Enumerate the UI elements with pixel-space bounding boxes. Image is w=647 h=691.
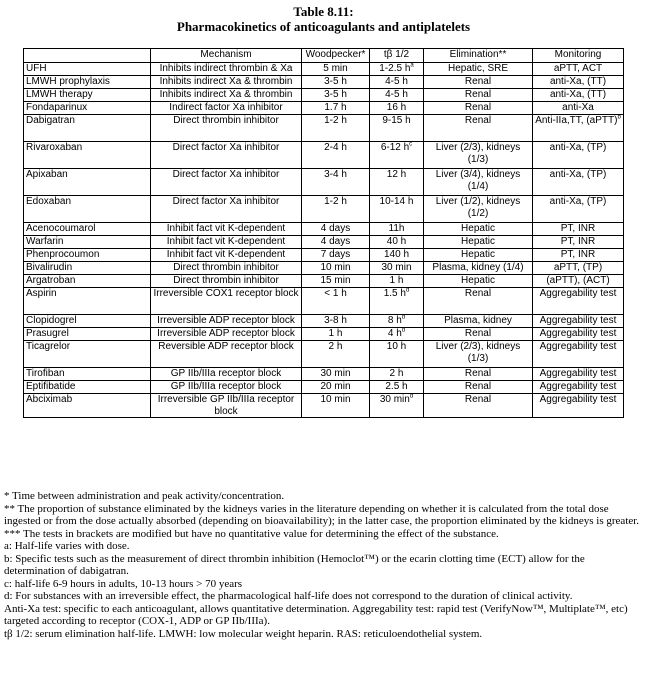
elimination-cell-text: Renal — [464, 115, 492, 126]
mechanism-cell — [151, 328, 302, 341]
monitoring-cell-text: Aggregability test — [539, 288, 617, 299]
table-row — [24, 341, 624, 368]
elimination-cell-text: Liver (2/3), kidneys (1/3) — [435, 142, 521, 165]
mechanism-cell-text: Irreversible COX1 receptor block — [153, 288, 299, 299]
footnotes — [4, 490, 644, 640]
drug-name-cell — [24, 288, 151, 315]
mechanism-cell-text: Irreversible GP IIb/IIIa receptor block — [157, 394, 295, 417]
elimination-cell-text: Renal — [464, 89, 492, 100]
table-row — [24, 275, 624, 288]
mechanism-cell — [151, 236, 302, 249]
drug-name-cell-text: Fondaparinux — [26, 102, 88, 113]
half-life-cell — [370, 341, 424, 368]
peak-time-cell-text: 1 h — [328, 328, 343, 339]
half-life-cell — [370, 381, 424, 394]
table-row — [24, 89, 624, 102]
peak-time-cell — [302, 275, 370, 288]
mechanism-cell — [151, 262, 302, 275]
drug-name-cell-text: Edoxaban — [26, 196, 72, 207]
footnote-line: tβ 1/2: serum elimination half-life. LMWH: low molecular weight heparin. RAS: reticuloendothelial system. — [4, 627, 483, 640]
table-row — [24, 288, 624, 315]
mechanism-cell-text: Inhibit fact vit K-dependent — [166, 249, 286, 260]
half-life-cell-text: 2.5 h — [385, 381, 408, 392]
monitoring-cell-text: aPTT, ACT — [553, 63, 603, 74]
mechanism-cell-text: Irreversible ADP receptor block — [157, 328, 295, 339]
monitoring-cell-text: PT, INR — [560, 223, 596, 234]
drug-name-cell-text: Prasugrel — [26, 328, 69, 339]
drug-name-cell — [24, 262, 151, 275]
elimination-cell — [424, 288, 533, 315]
footnote-line: d: For substances with an irreversible effect, the pharmacological half-life does not correspond to the duration of clinical activity. — [4, 590, 573, 602]
peak-time-cell-text: 30 min — [320, 368, 351, 379]
monitoring-cell — [533, 275, 624, 288]
peak-time-cell-text: 3-5 h — [324, 89, 347, 100]
half-life-cell-text: 40 h — [386, 236, 407, 247]
elimination-cell-text: Renal — [464, 328, 492, 339]
drug-name-cell — [24, 328, 151, 341]
elimination-cell-text: Renal — [464, 76, 492, 87]
elimination-cell-text: Hepatic — [461, 249, 495, 260]
peak-time-cell — [302, 115, 370, 142]
peak-time-cell — [302, 249, 370, 262]
drug-name-cell-text: LMWH prophylaxis — [26, 76, 110, 87]
monitoring-cell — [533, 341, 624, 368]
peak-time-cell-text: 4 days — [320, 236, 351, 247]
monitoring-cell — [533, 142, 624, 169]
mechanism-cell — [151, 76, 302, 89]
monitoring-cell — [533, 394, 624, 418]
peak-time-cell-text: 10 min — [320, 262, 351, 273]
half-life-cell — [370, 169, 424, 196]
drug-name-cell — [24, 169, 151, 196]
peak-time-cell — [302, 76, 370, 89]
peak-time-cell-text: 20 min — [320, 381, 351, 392]
monitoring-cell — [533, 89, 624, 102]
half-life-cell-text: 2 h — [389, 368, 404, 379]
drug-name-cell-text: Tirofiban — [26, 368, 65, 379]
elimination-cell — [424, 76, 533, 89]
footnote-marker: d — [409, 393, 414, 400]
drug-name-cell — [24, 381, 151, 394]
half-life-cell-text: 4-5 h — [385, 76, 408, 87]
elimination-cell — [424, 341, 533, 368]
monitoring-cell-text: anti-Xa, (TT) — [549, 76, 607, 87]
monitoring-cell-text: Aggregability test — [539, 341, 617, 352]
peak-time-cell — [302, 196, 370, 223]
table-row — [24, 249, 624, 262]
monitoring-cell-text: anti-Xa, (TT) — [549, 89, 607, 100]
peak-time-cell-text: 1-2 h — [324, 115, 347, 126]
monitoring-cell — [533, 315, 624, 328]
half-life-cell — [370, 328, 424, 341]
elimination-cell — [424, 275, 533, 288]
peak-time-cell — [302, 223, 370, 236]
elimination-cell — [424, 63, 533, 76]
monitoring-cell — [533, 328, 624, 341]
table-row — [24, 63, 624, 76]
half-life-cell-text: 12 h — [386, 169, 407, 180]
elimination-cell-text: Plasma, kidney — [444, 315, 512, 326]
peak-time-cell — [302, 102, 370, 115]
table-row — [24, 142, 624, 169]
table-subtitle: Pharmacokinetics of anticoagulants and antiplatelets — [176, 19, 471, 34]
peak-time-cell-text: 15 min — [320, 275, 351, 286]
monitoring-cell-text: anti-Xa, (TP) — [549, 142, 607, 153]
mechanism-cell — [151, 63, 302, 76]
elimination-cell — [424, 115, 533, 142]
drug-name-cell — [24, 89, 151, 102]
header-half-life: tβ 1/2 — [370, 49, 424, 63]
mechanism-cell-text: Direct thrombin inhibitor — [173, 275, 279, 286]
header-woodpecker: Woodpecker* — [302, 49, 370, 63]
mechanism-cell — [151, 288, 302, 315]
mechanism-cell — [151, 275, 302, 288]
monitoring-cell-text: Aggregability test — [539, 328, 617, 339]
peak-time-cell-text: 5 min — [323, 63, 348, 74]
drug-name-cell — [24, 368, 151, 381]
footnote-line: * Time between administration and peak activity/concentration. — [4, 490, 285, 502]
monitoring-cell — [533, 115, 624, 142]
elimination-cell-text: Renal — [464, 368, 492, 379]
half-life-cell — [370, 102, 424, 115]
half-life-cell — [370, 262, 424, 275]
mechanism-cell-text: Inhibits indirect thrombin & Xa — [159, 63, 293, 74]
drug-name-cell — [24, 236, 151, 249]
monitoring-cell-text: (aPTT), (ACT) — [546, 275, 610, 286]
pharmacokinetics-table — [23, 48, 624, 418]
peak-time-cell — [302, 142, 370, 169]
mechanism-cell — [151, 223, 302, 236]
elimination-cell — [424, 89, 533, 102]
peak-time-cell — [302, 236, 370, 249]
peak-time-cell-text: 1-2 h — [324, 196, 347, 207]
peak-time-cell-text: 7 days — [320, 249, 351, 260]
drug-name-cell-text: Bivalirudin — [26, 262, 73, 273]
monitoring-cell — [533, 368, 624, 381]
footnote-marker: b — [617, 114, 621, 121]
half-life-cell-text: 30 min — [379, 394, 410, 405]
elimination-cell-text: Renal — [464, 102, 492, 113]
mechanism-cell — [151, 169, 302, 196]
mechanism-cell — [151, 315, 302, 328]
half-life-cell-text: 10 h — [386, 341, 407, 352]
peak-time-cell-text: 10 min — [320, 394, 351, 405]
drug-name-cell-text: Ticagrelor — [26, 341, 71, 352]
elimination-cell-text: Liver (3/4), kidneys (1/4) — [435, 169, 521, 192]
elimination-cell-text: Plasma, kidney (1/4) — [432, 262, 524, 273]
half-life-cell — [370, 76, 424, 89]
elimination-cell — [424, 142, 533, 169]
footnote-line: b: Specific tests such as the measurement of direct thrombin inhibition (Hemoclot™) or the ecarin clotting time (ECT) allow for the determination of dabigatran. — [4, 552, 585, 577]
footnote-marker: d — [401, 327, 406, 334]
half-life-cell — [370, 115, 424, 142]
elimination-cell-text: Hepatic — [461, 236, 495, 247]
drug-name-cell — [24, 315, 151, 328]
header-monitoring: Monitoring — [533, 49, 624, 63]
table-body — [24, 63, 624, 418]
footnote-line: c: half-life 6-9 hours in adults, 10-13 hours > 70 years — [4, 577, 243, 590]
monitoring-cell — [533, 262, 624, 275]
monitoring-cell — [533, 381, 624, 394]
half-life-cell — [370, 315, 424, 328]
half-life-cell-text: 10-14 h — [379, 196, 414, 207]
elimination-cell — [424, 249, 533, 262]
half-life-cell-text: 4-5 h — [385, 89, 408, 100]
mechanism-cell-text: Direct factor Xa inhibitor — [172, 142, 280, 153]
drug-name-cell-text: Abciximab — [26, 394, 73, 405]
mechanism-cell-text: GP IIb/IIIa receptor block — [170, 381, 282, 392]
mechanism-cell-text: GP IIb/IIIa receptor block — [170, 368, 282, 379]
table-row — [24, 223, 624, 236]
mechanism-cell-text: Direct thrombin inhibitor — [173, 262, 279, 273]
drug-name-cell — [24, 63, 151, 76]
drug-name-cell-text: Clopidogrel — [26, 315, 77, 326]
drug-name-cell — [24, 142, 151, 169]
monitoring-cell-text: PT, INR — [560, 236, 596, 247]
elimination-cell-text: Hepatic — [461, 275, 495, 286]
half-life-cell — [370, 249, 424, 262]
monitoring-cell — [533, 76, 624, 89]
monitoring-cell-text: anti-Xa, (TP) — [549, 196, 607, 207]
mechanism-cell — [151, 102, 302, 115]
footnote-line: *** The tests in brackets are modified but have no quantitative value for determining the effect of the substance. — [4, 527, 499, 540]
elimination-cell-text: Liver (1/2), kidneys (1/2) — [435, 196, 521, 219]
monitoring-cell-text: aPTT, (TP) — [553, 262, 603, 273]
drug-name-cell — [24, 223, 151, 236]
half-life-cell — [370, 275, 424, 288]
monitoring-cell-text: Anti-IIa,TT, (aPTT) — [535, 115, 618, 126]
footnote-marker: d — [405, 287, 410, 294]
drug-name-cell-text: UFH — [26, 63, 47, 74]
mechanism-cell-text: Inhibits indirect Xa & thrombin — [159, 76, 293, 87]
peak-time-cell-text: 2-4 h — [324, 142, 347, 153]
header-elimination: Elimination** — [424, 49, 533, 63]
drug-name-cell-text: Apixaban — [26, 169, 68, 180]
elimination-cell — [424, 262, 533, 275]
peak-time-cell — [302, 315, 370, 328]
half-life-cell — [370, 63, 424, 76]
footnote-line: ** The proportion of substance eliminated by the kidneys varies in the literature depending on whether it is calculated from the total dose ingested or from the dose actually absorbed (depending on bioavailability); in the latter case, the proportion eliminated by the kidneys is greater. — [4, 502, 640, 527]
elimination-cell — [424, 368, 533, 381]
drug-name-cell — [24, 249, 151, 262]
monitoring-cell — [533, 196, 624, 223]
peak-time-cell-text: < 1 h — [324, 288, 347, 299]
mechanism-cell-text: Irreversible ADP receptor block — [157, 315, 295, 326]
mechanism-cell — [151, 196, 302, 223]
half-life-cell — [370, 196, 424, 223]
mechanism-cell — [151, 115, 302, 142]
footnote-marker: c — [409, 141, 413, 148]
drug-name-cell — [24, 115, 151, 142]
drug-name-cell — [24, 102, 151, 115]
monitoring-cell — [533, 223, 624, 236]
table-row — [24, 102, 624, 115]
drug-name-cell — [24, 196, 151, 223]
half-life-cell — [370, 236, 424, 249]
monitoring-cell — [533, 169, 624, 196]
half-life-cell-text: 30 min — [381, 262, 412, 273]
footnote-marker: a — [410, 62, 414, 69]
monitoring-cell — [533, 288, 624, 315]
half-life-cell-text: 1.5 h — [383, 288, 406, 299]
table-row — [24, 115, 624, 142]
half-life-cell — [370, 288, 424, 315]
mechanism-cell-text: Direct factor Xa inhibitor — [172, 196, 280, 207]
drug-name-cell-text: Warfarin — [26, 236, 64, 247]
monitoring-cell-text: Aggregability test — [539, 368, 617, 379]
elimination-cell — [424, 315, 533, 328]
elimination-cell — [424, 196, 533, 223]
monitoring-cell-text: Aggregability test — [539, 315, 617, 326]
mechanism-cell — [151, 341, 302, 368]
peak-time-cell — [302, 328, 370, 341]
monitoring-cell — [533, 249, 624, 262]
header-mechanism: Mechanism — [151, 49, 302, 63]
table-row — [24, 381, 624, 394]
peak-time-cell-text: 4 days — [320, 223, 351, 234]
half-life-cell-text: 11h — [388, 223, 405, 234]
elimination-cell — [424, 328, 533, 341]
half-life-cell-text: 140 h — [383, 249, 410, 260]
elimination-cell — [424, 394, 533, 418]
elimination-cell — [424, 381, 533, 394]
peak-time-cell — [302, 169, 370, 196]
table-row — [24, 196, 624, 223]
peak-time-cell — [302, 89, 370, 102]
mechanism-cell-text: Inhibits indirect Xa & thrombin — [159, 89, 293, 100]
elimination-cell-text: Renal — [464, 381, 492, 392]
elimination-cell-text: Hepatic — [461, 223, 495, 234]
table-header-row — [24, 49, 624, 63]
half-life-cell-text: 1-2.5 h — [379, 63, 411, 74]
monitoring-cell-text: anti-Xa, (TP) — [549, 169, 607, 180]
elimination-cell-text: Liver (2/3), kidneys (1/3) — [435, 341, 521, 364]
mechanism-cell — [151, 368, 302, 381]
half-life-cell-text: 1 h — [389, 275, 404, 286]
drug-name-cell-text: Rivaroxaban — [26, 142, 83, 153]
drug-name-cell-text: Acenocoumarol — [26, 223, 96, 234]
peak-time-cell-text: 1.7 h — [324, 102, 347, 113]
table-row — [24, 315, 624, 328]
peak-time-cell-text: 3-5 h — [324, 76, 347, 87]
drug-name-cell-text: Phenprocoumon — [26, 249, 100, 260]
mechanism-cell-text: Indirect factor Xa inhibitor — [169, 102, 283, 113]
header-drug — [24, 49, 151, 63]
elimination-cell-text: Renal — [464, 394, 492, 405]
table-row — [24, 394, 624, 418]
elimination-cell-text: Hepatic, SRE — [447, 63, 509, 74]
peak-time-cell — [302, 262, 370, 275]
monitoring-cell-text: Aggregability test — [539, 394, 617, 405]
elimination-cell — [424, 169, 533, 196]
drug-name-cell-text: LMWH therapy — [26, 89, 93, 100]
half-life-cell-text: 6-12 h — [380, 142, 410, 153]
half-life-cell — [370, 89, 424, 102]
half-life-cell-text: 9-15 h — [382, 115, 411, 126]
drug-name-cell — [24, 275, 151, 288]
table-row — [24, 76, 624, 89]
peak-time-cell — [302, 381, 370, 394]
monitoring-cell — [533, 102, 624, 115]
mechanism-cell-text: Inhibit fact vit K-dependent — [166, 236, 286, 247]
mechanism-cell-text: Inhibit fact vit K-dependent — [166, 223, 286, 234]
drug-name-cell-text: Aspirin — [26, 288, 57, 299]
peak-time-cell-text: 3-4 h — [324, 169, 347, 180]
monitoring-cell-text: Aggregability test — [539, 381, 617, 392]
mechanism-cell — [151, 381, 302, 394]
elimination-cell — [424, 102, 533, 115]
drug-name-cell-text: Eptifibatide — [26, 381, 76, 392]
drug-name-cell — [24, 341, 151, 368]
mechanism-cell — [151, 89, 302, 102]
half-life-cell — [370, 223, 424, 236]
elimination-cell — [424, 223, 533, 236]
peak-time-cell-text: 3-8 h — [324, 315, 347, 326]
table-row — [24, 368, 624, 381]
mechanism-cell-text: Direct thrombin inhibitor — [173, 115, 279, 126]
half-life-cell — [370, 142, 424, 169]
mechanism-cell-text: Reversible ADP receptor block — [158, 341, 294, 352]
elimination-cell-text: Renal — [464, 288, 492, 299]
monitoring-cell — [533, 63, 624, 76]
drug-name-cell-text: Dabigatran — [26, 115, 75, 126]
monitoring-cell — [533, 236, 624, 249]
mechanism-cell — [151, 142, 302, 169]
footnote-line: Anti-Xa test: specific to each anticoagulant, allows quantitative determination. Aggregability test: rapid test (VerifyNow™, Multiplate™, etc) targeted according to receptor (COX-1, ADP or GP IIb/IIIa). — [4, 602, 628, 627]
mechanism-cell-text: Direct factor Xa inhibitor — [172, 169, 280, 180]
elimination-cell — [424, 236, 533, 249]
half-life-cell-text: 16 h — [386, 102, 407, 113]
peak-time-cell — [302, 394, 370, 418]
footnote-line: a: Half-life varies with dose. — [4, 540, 130, 552]
half-life-cell — [370, 394, 424, 418]
mechanism-cell — [151, 394, 302, 418]
table-row — [24, 236, 624, 249]
mechanism-cell — [151, 249, 302, 262]
half-life-cell-text: 8 h — [387, 315, 402, 326]
monitoring-cell-text: PT, INR — [560, 249, 596, 260]
peak-time-cell-text: 2 h — [328, 341, 343, 352]
peak-time-cell — [302, 368, 370, 381]
peak-time-cell — [302, 63, 370, 76]
table-title: Table 8.11: — [293, 4, 354, 19]
drug-name-cell — [24, 76, 151, 89]
half-life-cell — [370, 368, 424, 381]
peak-time-cell — [302, 341, 370, 368]
footnote-marker: d — [401, 314, 406, 321]
peak-time-cell — [302, 288, 370, 315]
drug-name-cell — [24, 394, 151, 418]
drug-name-cell-text: Argatroban — [26, 275, 76, 286]
table-row — [24, 328, 624, 341]
table-row — [24, 262, 624, 275]
table-row — [24, 169, 624, 196]
monitoring-cell-text: anti-Xa — [562, 102, 594, 113]
half-life-cell-text: 4 h — [387, 328, 402, 339]
